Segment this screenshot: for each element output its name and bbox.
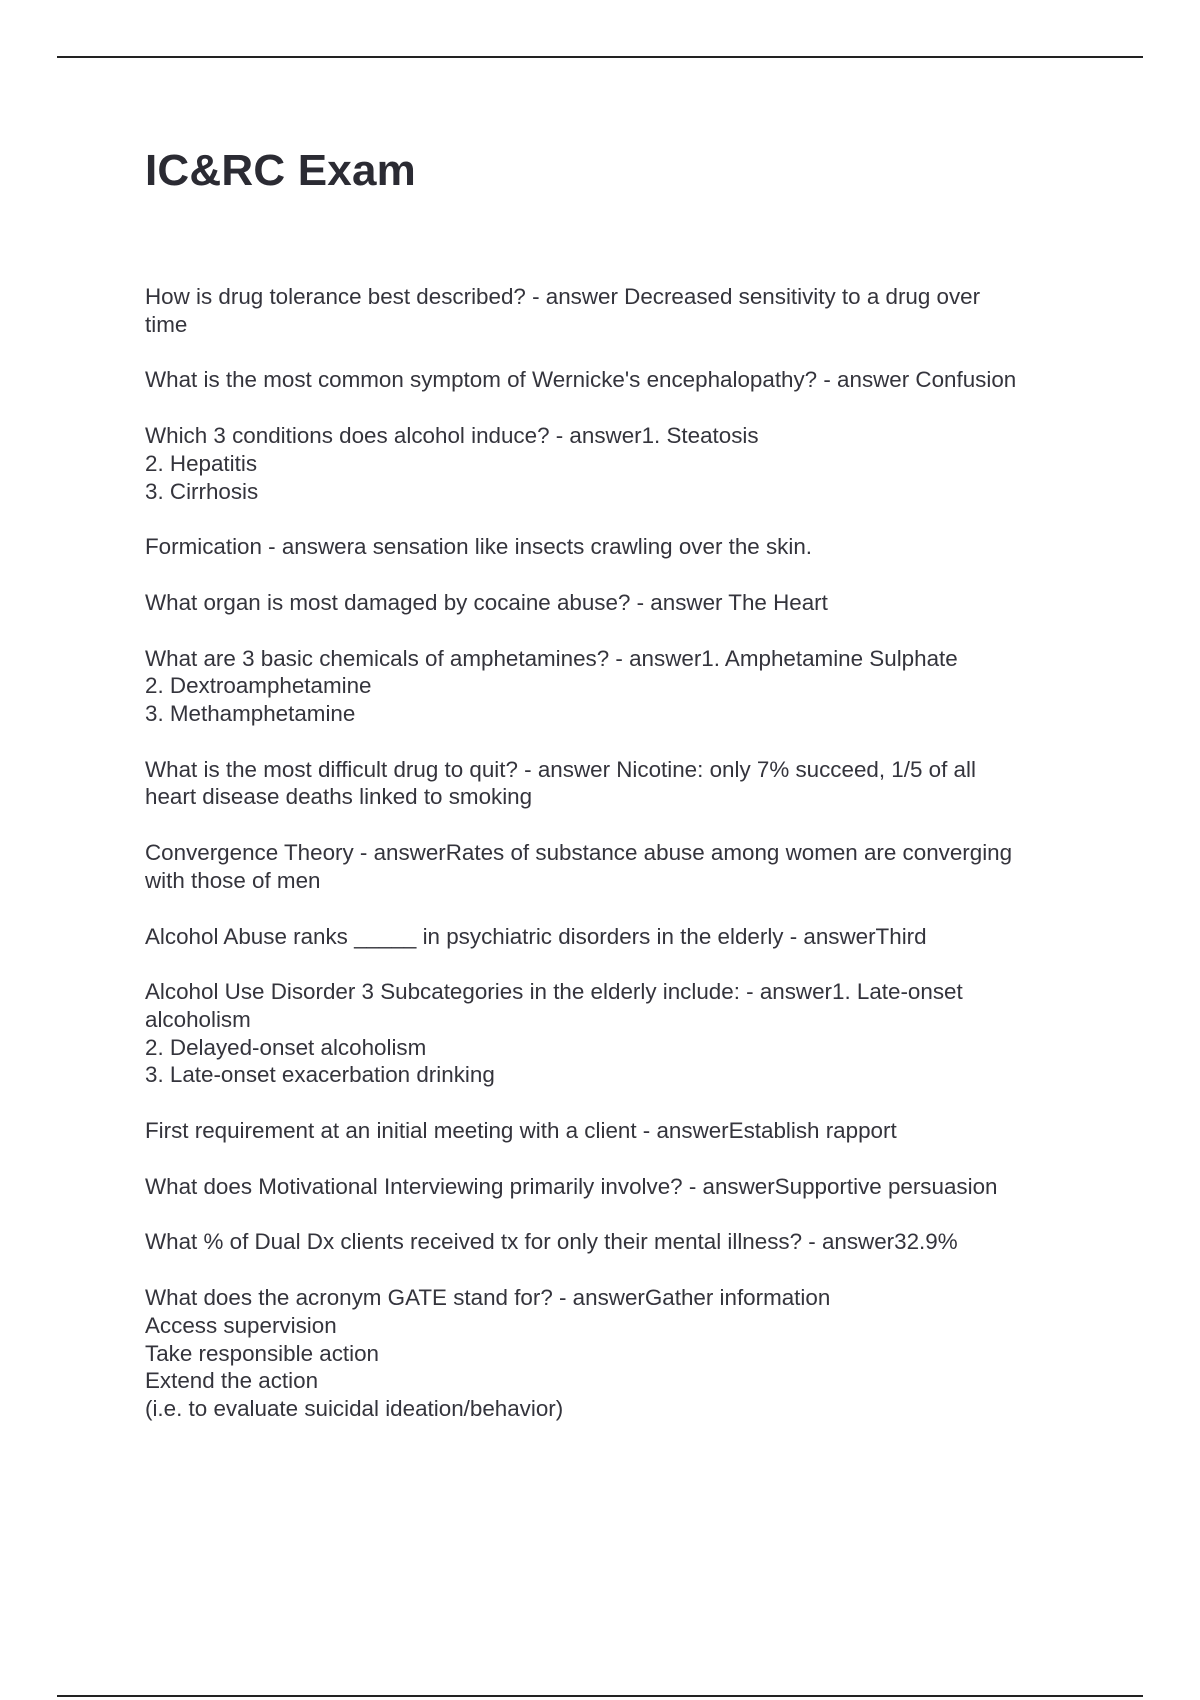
qa-item: First requirement at an initial meeting with a client - answerEstablish rapport bbox=[145, 1118, 897, 1144]
qa-item: How is drug tolerance best described? - answer Decreased sensitivity to a drug over time bbox=[145, 284, 981, 337]
page-title: IC&RC Exam bbox=[145, 146, 416, 195]
qa-item: Formication - answera sensation like insects crawling over the skin. bbox=[145, 534, 813, 560]
qa-item: Convergence Theory - answerRates of substance abuse among women are converging with those of men bbox=[145, 840, 1013, 893]
qa-item: Alcohol Use Disorder 3 Subcategories in the elderly include: - answer1. Late-onset alcoholism 2. Delayed-onset alcoholism 3. Late-onset exacerbation drinking bbox=[145, 979, 963, 1088]
qa-item: What is the most difficult drug to quit? - answer Nicotine: only 7% succeed, 1/5 of all heart disease deaths linked to smoking bbox=[145, 756, 976, 810]
qa-item: Which 3 conditions does alcohol induce? - answer1. Steatosis 2. Hepatitis 3. Cirrhosis bbox=[145, 423, 759, 504]
qa-item: What organ is most damaged by cocaine abuse? - answer The Heart bbox=[145, 589, 828, 615]
qa-item: What does Motivational Interviewing primarily involve? - answerSupportive persuasion bbox=[145, 1173, 998, 1199]
qa-item: What are 3 basic chemicals of amphetamines? - answer1. Amphetamine Sulphate 2. Dextroamphetamine 3. Methamphetamine bbox=[145, 645, 958, 727]
top-divider bbox=[57, 56, 1143, 58]
qa-list bbox=[145, 283, 1095, 1451]
qa-item: Alcohol Abuse ranks _____ in psychiatric disorders in the elderly - answerThird bbox=[145, 923, 927, 949]
qa-item: What % of Dual Dx clients received tx for only their mental illness? - answer32.9% bbox=[145, 1229, 958, 1255]
qa-item: What is the most common symptom of Wernicke's encephalopathy? - answer Confusion bbox=[145, 367, 1017, 393]
bottom-divider bbox=[57, 1695, 1143, 1697]
qa-item: What does the acronym GATE stand for? - answerGather information Access supervision Take responsible action Extend the action (i.e. to evaluate suicidal ideation/behavior) bbox=[145, 1285, 831, 1421]
